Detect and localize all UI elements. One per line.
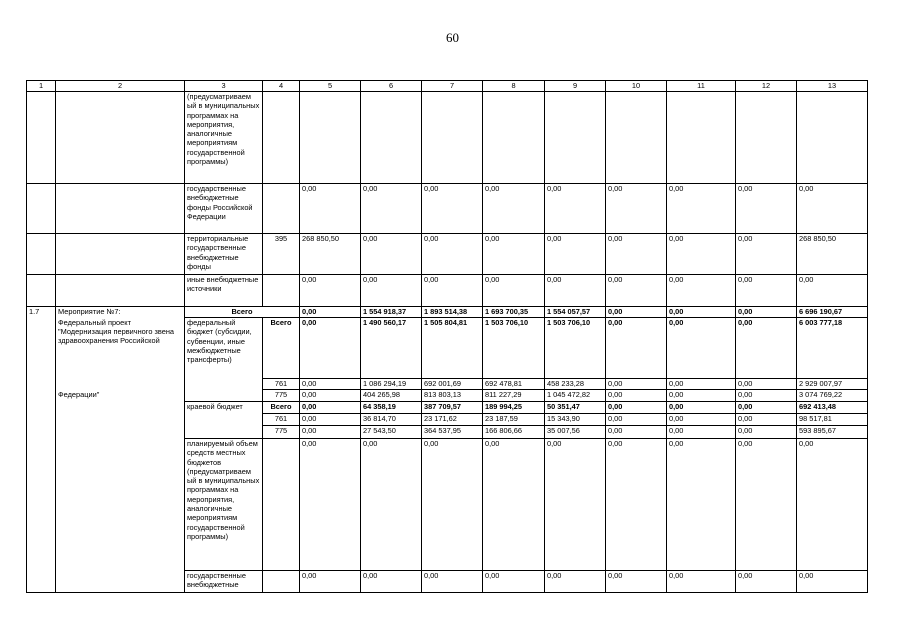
value-cell: 2 929 007,97 bbox=[797, 379, 868, 390]
value-cell: 1 554 057,57 bbox=[545, 307, 606, 318]
value-cell: 0,00 bbox=[736, 571, 797, 593]
value-cell: 0,00 bbox=[300, 571, 361, 593]
source-label: территориальные государственные внебюджетные фонды bbox=[185, 234, 263, 275]
value-cell: 1 503 706,10 bbox=[545, 318, 606, 379]
source-label: государственные внебюджетные bbox=[185, 571, 263, 593]
header-cell: 3 bbox=[185, 81, 263, 92]
value-cell: 0,00 bbox=[667, 571, 736, 593]
value-cell: 692 478,81 bbox=[483, 379, 545, 390]
value-cell: 0,00 bbox=[422, 439, 483, 571]
value-cell: 0,00 bbox=[606, 426, 667, 439]
header-cell: 7 bbox=[422, 81, 483, 92]
value-cell: 0,00 bbox=[483, 275, 545, 307]
header-cell: 12 bbox=[736, 81, 797, 92]
value-cell: 0,00 bbox=[361, 234, 422, 275]
table-row bbox=[27, 234, 868, 275]
value-cell: 404 265,98 bbox=[361, 390, 422, 402]
value-cell: 189 994,25 bbox=[483, 402, 545, 414]
value-cell: 811 227,29 bbox=[483, 390, 545, 402]
code-cell: 775 bbox=[263, 390, 300, 402]
header-row bbox=[27, 81, 868, 92]
value-cell: 35 007,56 bbox=[545, 426, 606, 439]
row-number: 1.7 bbox=[27, 307, 56, 318]
value-cell: 1 505 804,81 bbox=[422, 318, 483, 379]
code-cell: 761 bbox=[263, 414, 300, 426]
value-cell: 1 045 472,82 bbox=[545, 390, 606, 402]
value-cell: 0,00 bbox=[300, 318, 361, 379]
value-cell: 0,00 bbox=[736, 379, 797, 390]
value-cell: 1 554 918,37 bbox=[361, 307, 422, 318]
value-cell: 0,00 bbox=[300, 184, 361, 234]
table-row bbox=[27, 318, 868, 379]
value-cell: 692 001,69 bbox=[422, 379, 483, 390]
measure-title: Мероприятие №7: bbox=[56, 307, 185, 318]
value-cell: 36 814,70 bbox=[361, 414, 422, 426]
value-cell: 0,00 bbox=[667, 426, 736, 439]
value-cell: 0,00 bbox=[606, 307, 667, 318]
value-cell: 0,00 bbox=[606, 275, 667, 307]
value-cell: 0,00 bbox=[361, 275, 422, 307]
value-cell: 0,00 bbox=[361, 184, 422, 234]
value-cell: 0,00 bbox=[736, 439, 797, 571]
value-cell: 0,00 bbox=[300, 402, 361, 414]
value-cell: 27 543,50 bbox=[361, 426, 422, 439]
value-cell: 0,00 bbox=[361, 571, 422, 593]
header-cell: 1 bbox=[27, 81, 56, 92]
value-cell: 0,00 bbox=[797, 439, 868, 571]
table-row bbox=[27, 275, 868, 307]
source-label: планируемый объем средств местных бюджетов (предусматриваем ый в муниципальных программах на мероприятия, аналогичные мероприятиям государственной программы) bbox=[185, 439, 263, 571]
value-cell: 0,00 bbox=[606, 234, 667, 275]
value-cell: 0,00 bbox=[736, 275, 797, 307]
value-cell: 0,00 bbox=[736, 402, 797, 414]
source-label: государственные внебюджетные фонды Российской Федерации bbox=[185, 184, 263, 234]
budget-table bbox=[26, 80, 868, 593]
value-cell: 0,00 bbox=[736, 318, 797, 379]
code-cell: 761 bbox=[263, 379, 300, 390]
header-cell: 13 bbox=[797, 81, 868, 92]
code-cell: 775 bbox=[263, 426, 300, 439]
value-cell: 813 803,13 bbox=[422, 390, 483, 402]
value-cell: 64 358,19 bbox=[361, 402, 422, 414]
value-cell: 0,00 bbox=[483, 184, 545, 234]
value-cell: 1 893 514,38 bbox=[422, 307, 483, 318]
value-cell: 0,00 bbox=[300, 439, 361, 571]
value-cell: 0,00 bbox=[422, 184, 483, 234]
value-cell: 23 187,59 bbox=[483, 414, 545, 426]
header-cell: 10 bbox=[606, 81, 667, 92]
value-cell: 593 895,67 bbox=[797, 426, 868, 439]
value-cell: 0,00 bbox=[545, 234, 606, 275]
table-row bbox=[27, 307, 868, 318]
source-label: федеральный бюджет (субсидии, субвенции, иные межбюджетные трансферты) bbox=[185, 318, 263, 402]
value-cell: 0,00 bbox=[667, 184, 736, 234]
value-cell: 0,00 bbox=[422, 275, 483, 307]
code-cell: Всего bbox=[263, 402, 300, 414]
table-row bbox=[27, 92, 868, 184]
value-cell: 0,00 bbox=[736, 184, 797, 234]
value-cell: 0,00 bbox=[483, 234, 545, 275]
value-cell: 6 003 777,18 bbox=[797, 318, 868, 379]
value-cell: 0,00 bbox=[667, 318, 736, 379]
source-label: иные внебюджетные источники bbox=[185, 275, 263, 307]
value-cell: 0,00 bbox=[667, 390, 736, 402]
header-cell: 6 bbox=[361, 81, 422, 92]
value-cell: 0,00 bbox=[606, 414, 667, 426]
project-name: Федеральный проект "Модернизация первичного звена здравоохранения Российской bbox=[56, 318, 185, 390]
value-cell: 98 517,81 bbox=[797, 414, 868, 426]
value-cell: 0,00 bbox=[300, 414, 361, 426]
value-cell: 0,00 bbox=[667, 402, 736, 414]
value-cell: 0,00 bbox=[736, 426, 797, 439]
total-label: Всего bbox=[185, 307, 300, 318]
value-cell: 1 086 294,19 bbox=[361, 379, 422, 390]
value-cell: 0,00 bbox=[667, 275, 736, 307]
value-cell: 268 850,50 bbox=[300, 234, 361, 275]
value-cell: 387 709,57 bbox=[422, 402, 483, 414]
page-number: 60 bbox=[446, 30, 459, 45]
value-cell: 0,00 bbox=[736, 234, 797, 275]
source-label: (предусматриваем ый в муниципальных программах на мероприятия, аналогичные мероприятиям государственной программы) bbox=[185, 92, 263, 184]
value-cell: 0,00 bbox=[545, 571, 606, 593]
value-cell: 0,00 bbox=[797, 184, 868, 234]
value-cell: 0,00 bbox=[545, 439, 606, 571]
value-cell: 0,00 bbox=[300, 275, 361, 307]
value-cell: 0,00 bbox=[483, 571, 545, 593]
value-cell: 166 806,66 bbox=[483, 426, 545, 439]
value-cell: 0,00 bbox=[300, 307, 361, 318]
value-cell: 23 171,62 bbox=[422, 414, 483, 426]
header-cell: 5 bbox=[300, 81, 361, 92]
table-row bbox=[27, 390, 868, 402]
value-cell: 0,00 bbox=[606, 402, 667, 414]
value-cell: 15 343,90 bbox=[545, 414, 606, 426]
value-cell: 0,00 bbox=[361, 439, 422, 571]
value-cell: 0,00 bbox=[300, 390, 361, 402]
header-cell: 9 bbox=[545, 81, 606, 92]
value-cell: 0,00 bbox=[736, 414, 797, 426]
value-cell: 0,00 bbox=[797, 275, 868, 307]
value-cell: 0,00 bbox=[667, 307, 736, 318]
value-cell: 0,00 bbox=[736, 307, 797, 318]
value-cell: 0,00 bbox=[606, 318, 667, 379]
value-cell: 0,00 bbox=[422, 234, 483, 275]
value-cell: 268 850,50 bbox=[797, 234, 868, 275]
value-cell: 0,00 bbox=[667, 379, 736, 390]
header-cell: 11 bbox=[667, 81, 736, 92]
value-cell: 0,00 bbox=[606, 439, 667, 571]
code-cell: Всего bbox=[263, 318, 300, 379]
value-cell: 0,00 bbox=[797, 571, 868, 593]
value-cell: 1 503 706,10 bbox=[483, 318, 545, 379]
value-cell: 0,00 bbox=[606, 390, 667, 402]
project-name-end: Федерации" bbox=[56, 390, 185, 593]
value-cell: 0,00 bbox=[606, 184, 667, 234]
value-cell: 0,00 bbox=[736, 390, 797, 402]
value-cell: 0,00 bbox=[606, 379, 667, 390]
value-cell: 6 696 190,67 bbox=[797, 307, 868, 318]
value-cell: 0,00 bbox=[667, 414, 736, 426]
value-cell: 458 233,28 bbox=[545, 379, 606, 390]
value-cell: 692 413,48 bbox=[797, 402, 868, 414]
header-cell: 8 bbox=[483, 81, 545, 92]
value-cell: 0,00 bbox=[606, 571, 667, 593]
value-cell: 0,00 bbox=[422, 571, 483, 593]
value-cell: 0,00 bbox=[300, 379, 361, 390]
source-label: краевой бюджет bbox=[185, 402, 263, 439]
header-cell: 2 bbox=[56, 81, 185, 92]
value-cell: 1 490 560,17 bbox=[361, 318, 422, 379]
value-cell: 1 693 700,35 bbox=[483, 307, 545, 318]
value-cell: 364 537,95 bbox=[422, 426, 483, 439]
value-cell: 0,00 bbox=[667, 439, 736, 571]
header-cell: 4 bbox=[263, 81, 300, 92]
value-cell: 0,00 bbox=[545, 275, 606, 307]
value-cell: 0,00 bbox=[667, 234, 736, 275]
value-cell: 0,00 bbox=[545, 184, 606, 234]
value-cell: 3 074 769,22 bbox=[797, 390, 868, 402]
value-cell: 0,00 bbox=[300, 426, 361, 439]
value-cell: 50 351,47 bbox=[545, 402, 606, 414]
table-row bbox=[27, 184, 868, 234]
code-cell: 395 bbox=[263, 234, 300, 275]
value-cell: 0,00 bbox=[483, 439, 545, 571]
